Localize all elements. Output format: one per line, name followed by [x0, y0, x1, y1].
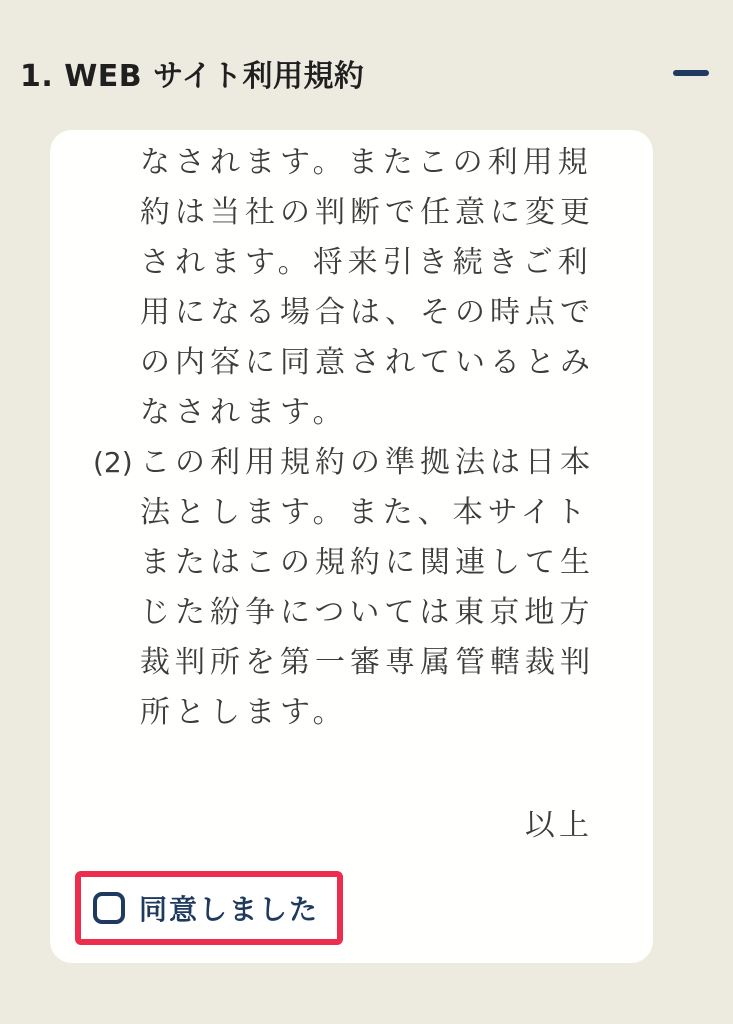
terms-line: この利用規約の準拠法は日本	[140, 445, 595, 480]
terms-line: またはこの規約に関連して生	[140, 545, 595, 580]
agree-highlight-annotation	[75, 871, 343, 945]
agree-label: 同意しました	[139, 893, 320, 926]
clause-number: (2)	[93, 446, 133, 479]
terms-line: 所とします。	[140, 695, 348, 730]
section-title: 1. WEB サイト利用規約	[20, 59, 365, 94]
terms-line: 用になる場合は、その時点で	[140, 295, 595, 330]
terms-card	[50, 130, 653, 963]
terms-closing: 以上	[525, 808, 593, 843]
checkbox-icon[interactable]	[93, 892, 125, 924]
accordion-header	[20, 50, 713, 96]
terms-line: じた紛争については東京地方	[140, 595, 595, 630]
terms-line: の内容に同意されているとみ	[140, 345, 595, 380]
collapse-button[interactable]	[671, 60, 711, 86]
terms-clause-2	[50, 438, 598, 738]
terms-line: なされます。	[140, 395, 348, 430]
terms-line: 法とします。また、本サイト	[140, 495, 591, 530]
terms-line: なされます。またこの利用規	[140, 145, 593, 180]
terms-line: 約は当社の判断で任意に変更	[140, 195, 595, 230]
terms-clause-1-continuation	[50, 138, 598, 438]
agree-checkbox-row[interactable]	[93, 888, 319, 928]
minus-icon	[673, 70, 709, 76]
terms-line: されます。将来引き続きご利	[140, 245, 593, 280]
terms-line: 裁判所を第一審専属管轄裁判	[140, 645, 595, 680]
terms-text-area[interactable]	[50, 130, 653, 963]
